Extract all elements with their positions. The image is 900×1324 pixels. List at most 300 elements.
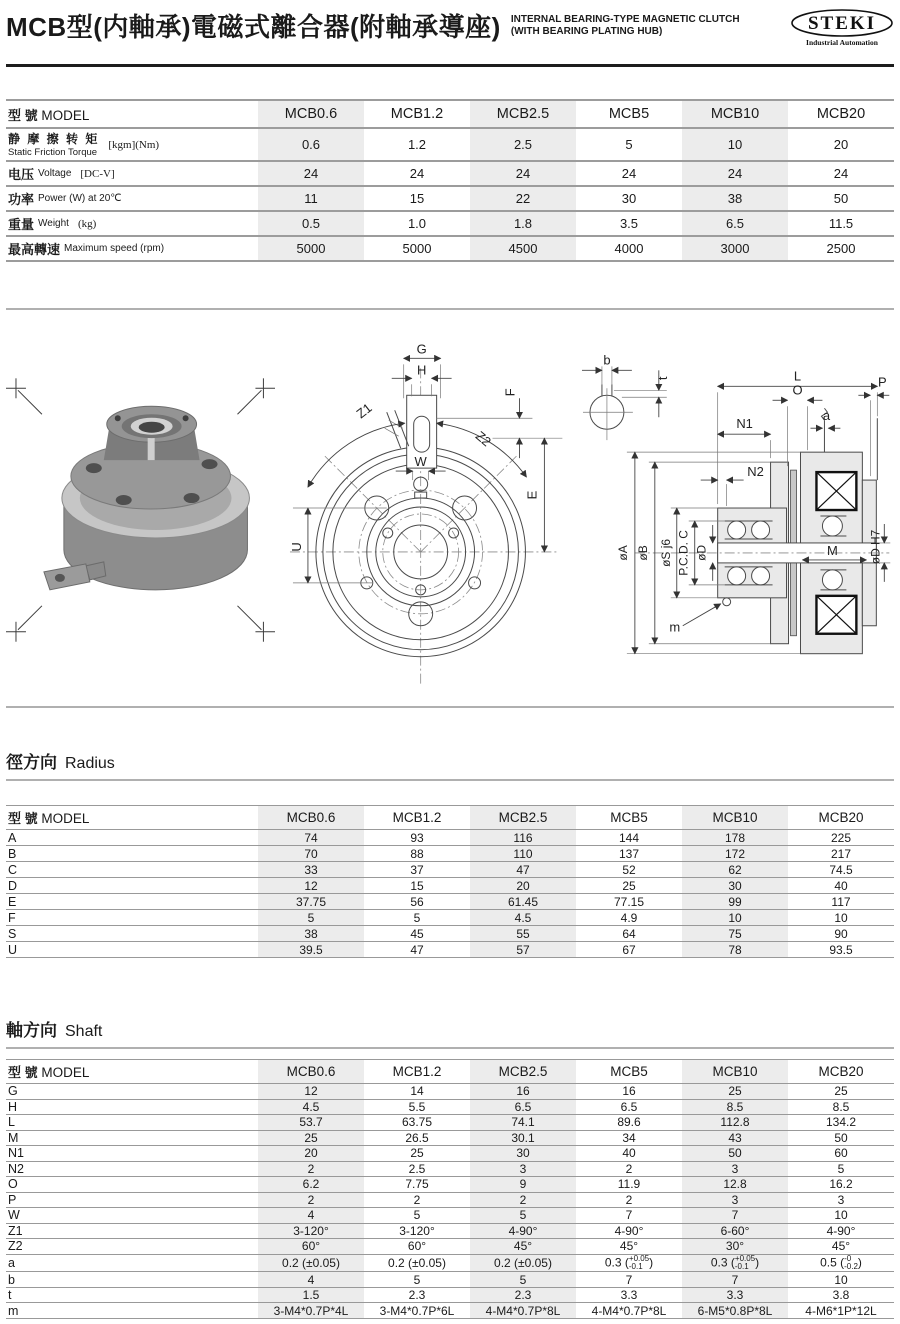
- value-cell: 0.3 ( +0.05 -0.1 ): [682, 1254, 788, 1272]
- row-label: a: [8, 1255, 15, 1270]
- shaft-table: [6, 1059, 894, 1319]
- value-cell: 93: [410, 830, 424, 845]
- value-cell: 20: [470, 878, 576, 894]
- dim-label-b: b: [603, 352, 611, 368]
- value-cell: 8.5: [832, 1099, 850, 1114]
- value-cell: 3000: [682, 236, 788, 261]
- table-row: [6, 846, 894, 862]
- value-cell: 3: [837, 1192, 845, 1207]
- table-row: [6, 1303, 894, 1319]
- section-body: [635, 408, 889, 653]
- row-label: N2: [8, 1161, 24, 1176]
- header-row: [6, 806, 894, 830]
- row-label: b: [8, 1272, 15, 1287]
- section-divider: [6, 308, 894, 310]
- value-cell: 2: [413, 1192, 421, 1207]
- table-row: [6, 1192, 894, 1208]
- dim-label-dB: øB: [635, 545, 650, 561]
- value-cell: 3-M4*0.7P*4L: [258, 1303, 364, 1319]
- value-cell: 2: [258, 1161, 364, 1177]
- value-cell: 74.1: [470, 1115, 576, 1131]
- model-name: MCB1.2: [390, 106, 444, 122]
- table-row: [6, 942, 894, 958]
- value-cell: 1.0: [407, 216, 427, 231]
- table-row: [6, 1177, 894, 1193]
- value-cell: 3.5: [619, 216, 639, 231]
- value-cell: 12.8: [682, 1177, 788, 1193]
- header-row: [6, 1060, 894, 1084]
- row-label: 电压 Voltage [DC-V]: [8, 167, 115, 182]
- model-name: MCB5: [610, 810, 648, 825]
- value-cell: 24: [258, 161, 364, 186]
- value-cell: 6-M5*0.8P*8L: [682, 1303, 788, 1319]
- value-cell: 10: [834, 910, 848, 925]
- value-cell: 99: [682, 894, 788, 910]
- value-cell: 30°: [682, 1239, 788, 1255]
- table-row: [6, 1130, 894, 1146]
- value-cell: 7: [682, 1208, 788, 1224]
- model-header-cell: 型 號 MODEL: [8, 1065, 90, 1080]
- value-cell: 3: [470, 1161, 576, 1177]
- value-cell: 30: [621, 191, 637, 206]
- value-cell: 116: [470, 830, 576, 846]
- value-cell: 3.8: [832, 1288, 850, 1303]
- dim-label-L: L: [793, 368, 801, 384]
- value-cell: 50: [834, 1130, 848, 1145]
- value-cell: 30: [682, 878, 788, 894]
- value-cell: 7: [625, 1272, 633, 1287]
- value-cell: 10: [682, 910, 788, 926]
- value-cell: 11: [258, 186, 364, 211]
- model-name: MCB10: [682, 806, 788, 830]
- dim-label-N1: N1: [736, 416, 753, 432]
- tolerance-stack: +0.05 -0.1: [734, 1253, 756, 1271]
- bearing: [727, 521, 745, 539]
- value-cell: 40: [834, 878, 848, 893]
- value-cell: 0.2 (±0.05): [258, 1254, 364, 1272]
- row-label: W: [8, 1208, 20, 1223]
- table-row: [6, 1287, 894, 1303]
- value-cell: 117: [831, 894, 851, 909]
- value-cell: 6.5: [682, 211, 788, 236]
- row-label: A: [8, 830, 17, 845]
- value-cell: 4.5: [258, 1099, 364, 1115]
- value-cell: 6.2: [258, 1177, 364, 1193]
- value-cell: 4-90°: [826, 1223, 856, 1238]
- value-cell: 2.5: [408, 1161, 426, 1176]
- value-cell: 74: [258, 830, 364, 846]
- value-cell: 4-M4*0.7P*8L: [591, 1303, 667, 1318]
- table-row: [6, 186, 894, 211]
- model-name: MCB10: [682, 100, 788, 128]
- value-cell: 2.5: [470, 128, 576, 161]
- table-row: [6, 926, 894, 942]
- value-cell: 25: [682, 1084, 788, 1100]
- value-cell: 10: [682, 128, 788, 161]
- value-cell: 43: [682, 1130, 788, 1146]
- row-label: O: [8, 1177, 18, 1192]
- value-cell: 57: [470, 942, 576, 958]
- value-cell: 63.75: [401, 1115, 433, 1130]
- value-cell: 4.9: [620, 910, 638, 925]
- value-cell: 10: [834, 1208, 848, 1223]
- model-header-cell: 型 號 MODEL: [8, 107, 90, 123]
- value-cell: 24: [470, 161, 576, 186]
- model-name: MCB20: [816, 106, 866, 122]
- dim-label-dD: øD: [694, 544, 709, 561]
- value-cell: 3-M4*0.7P*6L: [379, 1303, 455, 1318]
- dim-label-Z1: Z1: [353, 400, 375, 422]
- cross-section-drawing: [575, 340, 894, 700]
- value-cell: 4000: [614, 241, 644, 256]
- dim-label-dS: øS j6: [658, 538, 673, 567]
- table-row: [6, 1223, 894, 1239]
- value-cell: 47: [410, 942, 424, 957]
- subtitle-line1: INTERNAL BEARING-TYPE MAGNETIC CLUTCH: [510, 14, 740, 25]
- value-cell: 6.5: [620, 1099, 638, 1114]
- value-cell: 67: [622, 942, 636, 957]
- radius-title-zh: 徑方向: [6, 753, 57, 772]
- table-row: [6, 1146, 894, 1162]
- value-cell: 12: [258, 1084, 364, 1100]
- row-label: H: [8, 1099, 18, 1114]
- value-cell: 70: [258, 846, 364, 862]
- header-row: [6, 100, 894, 128]
- value-cell: 60°: [258, 1239, 364, 1255]
- dim-label-M: M: [826, 542, 838, 558]
- value-cell: 4-90°: [470, 1223, 576, 1239]
- value-cell: 0.2 (±0.05): [388, 1255, 446, 1270]
- row-label: L: [8, 1115, 15, 1130]
- value-cell: 5000: [402, 241, 432, 256]
- heading-rule: [6, 779, 894, 781]
- value-cell: 40: [622, 1146, 636, 1161]
- shaft-section-title: [6, 1016, 894, 1041]
- value-cell: 45°: [619, 1239, 639, 1254]
- value-cell: 38: [682, 186, 788, 211]
- value-cell: 60: [834, 1146, 848, 1161]
- value-cell: 56: [410, 894, 424, 909]
- value-cell: 7: [682, 1272, 788, 1288]
- value-cell: 5.5: [408, 1099, 426, 1114]
- table-row: [6, 161, 894, 186]
- table-row: [6, 1208, 894, 1224]
- dim-label-a: a: [822, 408, 830, 424]
- row-label: 静 摩 擦 转 矩 Static Friction Torque [kgm](Nm): [8, 132, 160, 158]
- row-label: Z2: [8, 1239, 23, 1254]
- row-label: Z1: [8, 1223, 23, 1238]
- value-cell: 3: [682, 1161, 788, 1177]
- table-row: [6, 1239, 894, 1255]
- value-cell: 34: [622, 1130, 636, 1145]
- dim-label-W: W: [414, 454, 428, 470]
- dim-label-P: P: [877, 374, 887, 390]
- dim-label-U: U: [289, 542, 305, 552]
- value-cell: 16: [622, 1084, 636, 1099]
- row-label: D: [8, 878, 18, 893]
- row-label: S: [8, 926, 17, 941]
- front-view-drawing: [275, 340, 574, 700]
- value-cell: 0.3 ( +0.05 -0.1 ): [604, 1253, 654, 1271]
- value-cell: 178: [682, 830, 788, 846]
- dim-label-dA: øA: [615, 545, 630, 561]
- value-cell: 33: [258, 862, 364, 878]
- row-label: 最高轉速 Maximum speed (rpm): [8, 242, 165, 257]
- value-cell: 7: [625, 1208, 633, 1223]
- value-cell: 15: [409, 191, 425, 206]
- row-label: 重量 Weight (kg): [8, 217, 97, 232]
- table-row: [6, 894, 894, 910]
- value-cell: 12: [258, 878, 364, 894]
- dim-label-t: t: [654, 376, 670, 381]
- value-cell: 45: [410, 926, 424, 941]
- value-cell: 61.45: [470, 894, 576, 910]
- table-row: [6, 830, 894, 846]
- model-name: MCB2.5: [470, 806, 576, 830]
- row-label: C: [8, 862, 18, 877]
- value-cell: 24: [409, 166, 425, 181]
- value-cell: 24: [833, 166, 849, 181]
- value-cell: 25: [258, 1130, 364, 1146]
- value-cell: 0.5 ( -0 -0.2 ): [820, 1253, 862, 1271]
- subtitle-line2: (WITH BEARING PLATING HUB): [510, 26, 663, 37]
- section-divider: [6, 706, 894, 708]
- value-cell: 112.8: [682, 1115, 788, 1131]
- value-cell: 4500: [470, 236, 576, 261]
- value-cell: 1.2: [407, 137, 427, 152]
- value-cell: 39.5: [258, 942, 364, 958]
- row-label: 功率 Power (W) at 20℃: [8, 192, 122, 207]
- value-cell: 10: [834, 1272, 848, 1287]
- value-cell: 25: [622, 878, 636, 893]
- dim-label-O: O: [792, 382, 803, 398]
- value-cell: 4.5: [470, 910, 576, 926]
- value-cell: 3-120°: [258, 1223, 364, 1239]
- value-cell: 0.6: [258, 128, 364, 161]
- value-cell: 25: [834, 1084, 848, 1099]
- value-cell: 26.5: [405, 1130, 429, 1145]
- dim-label-E: E: [524, 490, 540, 500]
- value-cell: 15: [410, 878, 424, 893]
- tolerance-stack: -0 -0.2: [844, 1253, 858, 1271]
- value-cell: 1.5: [258, 1287, 364, 1303]
- dim-label-G: G: [417, 341, 428, 357]
- set-screw: [722, 598, 730, 606]
- value-cell: 37: [410, 862, 424, 877]
- value-cell: 137: [618, 846, 640, 861]
- value-cell: 5000: [258, 236, 364, 261]
- value-cell: 225: [830, 830, 852, 845]
- value-cell: 22: [470, 186, 576, 211]
- value-cell: 9: [470, 1177, 576, 1193]
- row-label: B: [8, 846, 17, 861]
- value-cell: 25: [410, 1146, 424, 1161]
- table-row: [6, 1084, 894, 1100]
- value-cell: 62: [682, 862, 788, 878]
- model-name: MCB0.6: [258, 806, 364, 830]
- value-cell: 88: [410, 846, 424, 861]
- model-name: MCB1.2: [392, 810, 442, 825]
- value-cell: 11.5: [828, 216, 854, 231]
- value-cell: 2.3: [408, 1288, 426, 1303]
- value-cell: 50: [833, 191, 849, 206]
- value-cell: 77.15: [613, 894, 645, 909]
- dim-label-m: m: [669, 619, 680, 635]
- value-cell: 3: [682, 1192, 788, 1208]
- value-cell: 110: [470, 846, 576, 862]
- value-cell: 8.5: [682, 1099, 788, 1115]
- model-name: MCB10: [682, 1060, 788, 1084]
- value-cell: 5: [837, 1161, 845, 1176]
- value-cell: 74.5: [829, 862, 853, 877]
- shaft-title-en: Shaft: [65, 1023, 103, 1040]
- table-row: [6, 211, 894, 236]
- value-cell: 93.5: [829, 942, 853, 957]
- value-cell: 5: [413, 1272, 421, 1287]
- value-cell: 7.75: [405, 1177, 429, 1192]
- dim-label-N2: N2: [747, 464, 764, 480]
- table-row: [6, 1115, 894, 1131]
- value-cell: 64: [622, 926, 636, 941]
- value-cell: 90: [834, 926, 848, 941]
- model-name: MCB0.6: [258, 100, 364, 128]
- value-cell: 24: [621, 166, 637, 181]
- technical-drawings: [6, 340, 894, 700]
- dim-label-dDH7: øD H7: [868, 529, 883, 565]
- row-label: P: [8, 1192, 17, 1207]
- model-name: MCB20: [818, 1064, 864, 1079]
- table-row: [6, 910, 894, 926]
- radius-table: [6, 805, 894, 958]
- value-cell: 2: [470, 1192, 576, 1208]
- value-cell: 2: [258, 1192, 364, 1208]
- value-cell: 45°: [470, 1239, 576, 1255]
- value-cell: 0.2 (±0.05): [470, 1254, 576, 1272]
- table-row: [6, 862, 894, 878]
- value-cell: 30.1: [470, 1130, 576, 1146]
- value-cell: 6-60°: [682, 1223, 788, 1239]
- value-cell: 30: [470, 1146, 576, 1162]
- model-name: MCB2.5: [470, 100, 576, 128]
- table-row: [6, 878, 894, 894]
- product-photo: [6, 340, 275, 700]
- shaft-title-zh: 軸方向: [6, 1021, 57, 1040]
- value-cell: 89.6: [617, 1115, 641, 1130]
- value-cell: 134.2: [825, 1115, 857, 1130]
- value-cell: 5: [470, 1208, 576, 1224]
- table-row: [6, 128, 894, 161]
- value-cell: 0.5: [258, 211, 364, 236]
- brand-logo: [790, 8, 894, 55]
- value-cell: 6.5: [470, 1099, 576, 1115]
- value-cell: 20: [833, 137, 849, 152]
- value-cell: 38: [258, 926, 364, 942]
- value-cell: 4-M6*1P*12L: [805, 1303, 877, 1318]
- keyway-detail: [582, 352, 670, 440]
- value-cell: 11.9: [617, 1177, 641, 1192]
- clutch-photo-illustration: [44, 406, 250, 590]
- heading-rule: [6, 1047, 894, 1049]
- table-row: [6, 1254, 894, 1272]
- row-label: m: [8, 1303, 19, 1318]
- value-cell: 5: [258, 910, 364, 926]
- value-cell: 47: [470, 862, 576, 878]
- model-name: MCB0.6: [258, 1060, 364, 1084]
- dim-label-Z2: Z2: [473, 428, 495, 450]
- value-cell: 4-M4*0.7P*8L: [470, 1303, 576, 1319]
- value-cell: 3.3: [620, 1288, 638, 1303]
- value-cell: 2: [625, 1192, 633, 1207]
- value-cell: 24: [682, 161, 788, 186]
- tolerance-stack: +0.05 -0.1: [628, 1253, 650, 1271]
- radius-section-title: [6, 748, 894, 773]
- value-cell: 2500: [826, 241, 856, 256]
- page-title: MCB型(内軸承)電磁式離合器(附軸承導座): [6, 12, 501, 42]
- row-label: M: [8, 1130, 19, 1145]
- value-cell: 16.2: [829, 1177, 853, 1192]
- dim-label-pcd: P.C.D. C: [676, 530, 691, 576]
- page-header: [6, 0, 894, 67]
- value-cell: 5: [413, 910, 421, 925]
- value-cell: 50: [682, 1146, 788, 1162]
- row-label: E: [8, 894, 17, 909]
- table-row: [6, 1272, 894, 1288]
- model-name: MCB5: [608, 106, 650, 122]
- table-row: [6, 1161, 894, 1177]
- value-cell: 78: [682, 942, 788, 958]
- value-cell: 2: [625, 1161, 633, 1176]
- value-cell: 3.3: [682, 1287, 788, 1303]
- model-name: MCB1.2: [392, 1064, 442, 1079]
- value-cell: 53.7: [258, 1115, 364, 1131]
- row-label: N1: [8, 1146, 24, 1161]
- spec-table: [6, 99, 894, 262]
- value-cell: 1.8: [470, 211, 576, 236]
- model-header-cell: 型 號 MODEL: [8, 811, 90, 826]
- value-cell: 4: [258, 1208, 364, 1224]
- model-name: MCB20: [818, 810, 864, 825]
- value-cell: 20: [258, 1146, 364, 1162]
- value-cell: 2.3: [470, 1287, 576, 1303]
- page-subtitle: [511, 14, 784, 38]
- value-cell: 37.75: [258, 894, 364, 910]
- brand-logo-graphic: [790, 8, 894, 50]
- radius-title-en: Radius: [65, 755, 115, 772]
- row-label: F: [8, 910, 16, 925]
- value-cell: 52: [622, 862, 636, 877]
- value-cell: 172: [682, 846, 788, 862]
- dim-label-H: H: [417, 362, 427, 378]
- value-cell: 4-90°: [614, 1223, 644, 1238]
- value-cell: 55: [470, 926, 576, 942]
- row-label: G: [8, 1084, 18, 1099]
- value-cell: 3-120°: [399, 1223, 435, 1238]
- value-cell: 144: [618, 830, 640, 845]
- brand-name: STEKI: [807, 13, 877, 34]
- value-cell: 5: [413, 1208, 421, 1223]
- value-cell: 14: [410, 1084, 424, 1099]
- table-row: [6, 1099, 894, 1115]
- dim-label-F: F: [502, 388, 518, 397]
- model-name: MCB2.5: [470, 1060, 576, 1084]
- value-cell: 75: [682, 926, 788, 942]
- value-cell: 16: [470, 1084, 576, 1100]
- model-name: MCB5: [610, 1064, 648, 1079]
- row-label: U: [8, 942, 18, 957]
- value-cell: 4: [258, 1272, 364, 1288]
- value-cell: 5: [625, 137, 633, 152]
- value-cell: 45°: [831, 1239, 851, 1254]
